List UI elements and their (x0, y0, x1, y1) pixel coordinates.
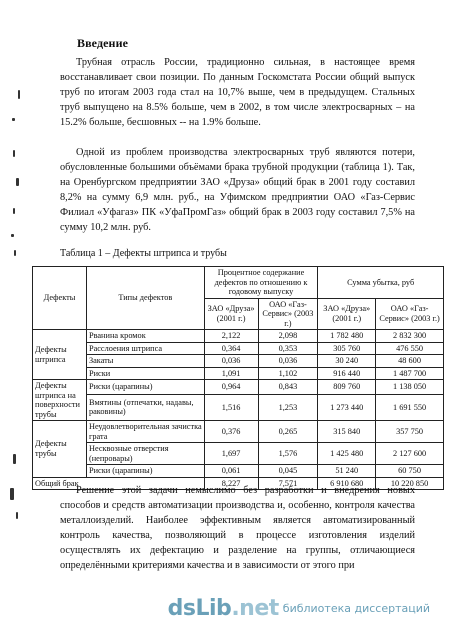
logo-tld-text: .net (231, 596, 279, 621)
logo-main-text: dsLib (167, 596, 232, 621)
cell-value: 2 832 300 (376, 330, 444, 343)
cell-value: 1 138 050 (376, 380, 444, 395)
table-row (33, 465, 444, 478)
table-row (33, 367, 444, 380)
paragraph-intro: Трубная отрасль России, традиционно сильная, в настоящее время восстанавливает свои позиции. По данным Госкомстата России общий выпуск труб по итогам 2003 года стал на 10,7% выше, чем в предыдущем. Стальных труб выпущено на 8.5% больше, чем в 2002, в том числе электросварных – на 15.2% больше, бесшовных -- на 1.9% больше. (60, 57, 415, 128)
cell-value: 1,576 (258, 443, 318, 465)
cell-value: 0,353 (258, 342, 318, 355)
header-col4: ОАО «Газ-Сервис» (2003 г.) (376, 298, 444, 330)
scan-artifact (12, 118, 15, 121)
page-heading: Введение (77, 36, 129, 50)
header-col1: ЗАО «Друза» (2001 г.) (204, 298, 258, 330)
header-percent-group: Процентное содержание дефектов по отношению к годовому выпуску (204, 267, 318, 299)
cell-value: 1 425 480 (318, 443, 376, 465)
defect-type: Закаты (86, 355, 204, 368)
total-value: 6 910 680 (318, 477, 376, 490)
cell-value: 1 691 550 (376, 394, 444, 420)
table-header-row (33, 267, 444, 299)
cell-value: 1,697 (204, 443, 258, 465)
cell-value: 48 600 (376, 355, 444, 368)
cell-value: 0,045 (258, 465, 318, 478)
cell-value: 1 487 700 (376, 367, 444, 380)
table-caption: Таблица 1 – Дефекты штрипса и трубы (60, 248, 227, 259)
total-value: 10 220 850 (376, 477, 444, 490)
header-col3: ЗАО «Друза» (2001 г.) (318, 298, 376, 330)
scan-artifact (11, 234, 14, 237)
cell-value: 0,036 (204, 355, 258, 368)
scan-artifact (16, 178, 19, 186)
dslib-watermark (164, 596, 434, 622)
total-value: 8,227 (204, 477, 258, 490)
defect-type: Вмятины (отпечатки, надавы, раковины) (86, 394, 204, 420)
cell-value: 60 750 (376, 465, 444, 478)
group-label: Дефекты трубы (33, 421, 87, 478)
table-row (33, 342, 444, 355)
paragraph-problem: Одной из проблем производства электросварных труб являются потери, обусловленные большими объёмами брака трубной продукции (таблица 1). Так, на Оренбургском предприятии ЗАО «Друза» общий брак в 2001 году составил 8,2% на сумму 6,9 млн. руб., на Уфимском предприятии ОАО «Газ-Сервис Филиал «Уфагаз» ПК «УфаПромГаз» общий брак в 2003 году составил 7,5% на сумму 10,2 млн. руб. (60, 147, 415, 233)
cell-value: 2 127 600 (376, 443, 444, 465)
cell-value: 0,376 (204, 421, 258, 443)
cell-value: 51 240 (318, 465, 376, 478)
cell-value: 1 782 480 (318, 330, 376, 343)
scan-artifact (16, 512, 18, 519)
table-row (33, 421, 444, 443)
dslib-logo (168, 598, 279, 620)
cell-value: 0,964 (204, 380, 258, 395)
header-defect-types: Типы дефектов (86, 267, 204, 330)
total-label: Общий брак (33, 477, 205, 490)
cell-value: 809 760 (318, 380, 376, 395)
scan-artifact (13, 150, 15, 157)
cell-value: 476 550 (376, 342, 444, 355)
paragraph-solution: Решение этой задачи немыслимо без разработки и внедрения новых способов и средств автоматизации производства и, особенно, контроля качества металлоизделий. Наиболее эффективным является автоматизированный контроль качества, позволяющий в процессе изготовления изделий осуществлять их дефектацию и разделение на группы, отличающиеся определёнными критериями качества и в зависимости от этого при (60, 485, 415, 571)
cell-value: 2,098 (258, 330, 318, 343)
cell-value: 0,061 (204, 465, 258, 478)
group-label: Дефекты штрипса (33, 330, 87, 380)
cell-value: 357 750 (376, 421, 444, 443)
header-loss-group: Сумма убытка, руб (318, 267, 444, 299)
defect-type: Несквозные отверстия (непровары) (86, 443, 204, 465)
table-row (33, 394, 444, 420)
cell-value: 1,516 (204, 394, 258, 420)
cell-value: 1 273 440 (318, 394, 376, 420)
scan-artifact (13, 208, 15, 214)
cell-value: 305 760 (318, 342, 376, 355)
header-col2: ОАО «Газ-Сервис» (2003 г.) (258, 298, 318, 330)
cell-value: 0,036 (258, 355, 318, 368)
table-row (33, 330, 444, 343)
table-row (33, 380, 444, 395)
cell-value: 0,265 (258, 421, 318, 443)
defect-type: Риски (царапины) (86, 380, 204, 395)
scan-artifact (13, 454, 16, 464)
table-row (33, 443, 444, 465)
defect-type: Риски (царапины) (86, 465, 204, 478)
total-value: 7,571 (258, 477, 318, 490)
cell-value: 916 440 (318, 367, 376, 380)
cell-value: 1,091 (204, 367, 258, 380)
defect-type: Расслоения штрипса (86, 342, 204, 355)
header-defects: Дефекты (33, 267, 87, 330)
table-row (33, 355, 444, 368)
defect-type: Риски (86, 367, 204, 380)
cell-value: 315 840 (318, 421, 376, 443)
group-label: Дефекты штрипса на поверхности трубы (33, 380, 87, 421)
cell-value: 0,843 (258, 380, 318, 395)
cell-value: 1,253 (258, 394, 318, 420)
scan-artifact (10, 488, 14, 500)
cell-value: 1,102 (258, 367, 318, 380)
scan-artifact (18, 90, 20, 99)
cell-value: 30 240 (318, 355, 376, 368)
scan-artifact (14, 250, 16, 256)
cell-value: 2,122 (204, 330, 258, 343)
defects-table (32, 266, 444, 490)
watermark-subtitle: библиотека диссертаций (282, 602, 430, 615)
defect-type: Неудовлетворительная зачистка грата (86, 421, 204, 443)
defect-type: Рванина кромок (86, 330, 204, 343)
cell-value: 0,364 (204, 342, 258, 355)
